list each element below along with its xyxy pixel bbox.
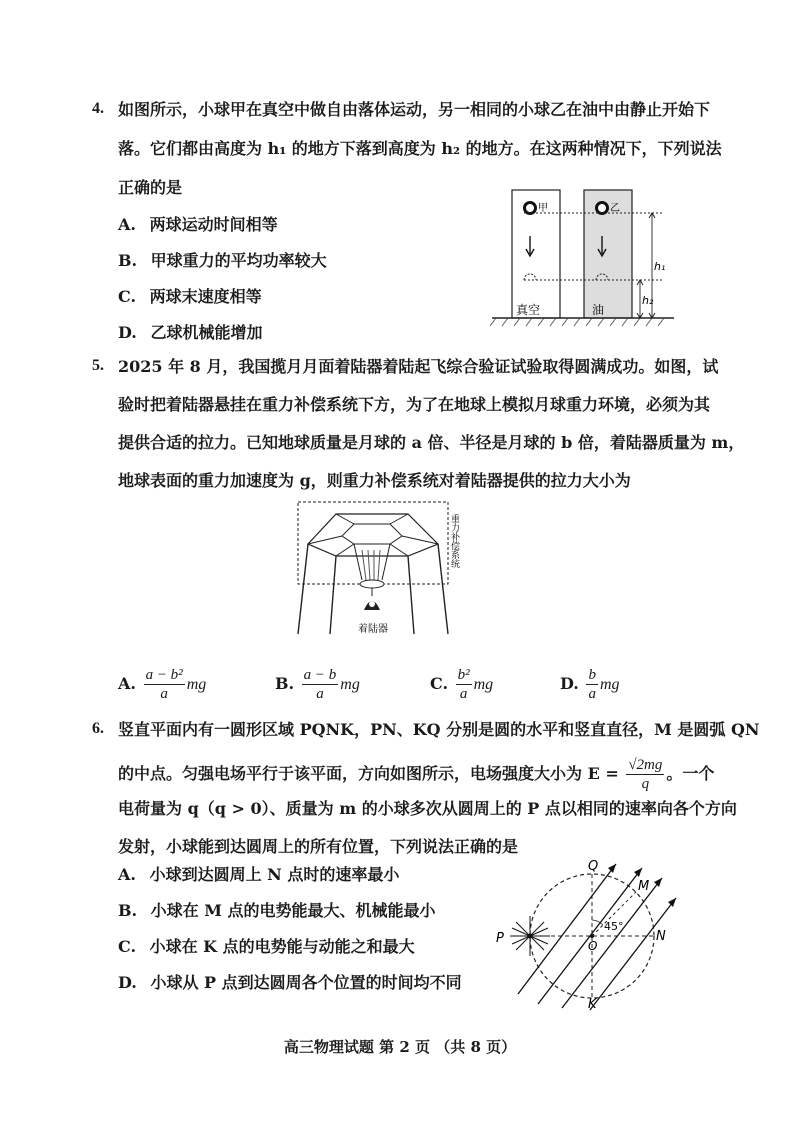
question-5-line-4: 地球表面的重力加速度为 g，则重力补偿系统对着陆器提供的拉力大小为 [118,471,631,490]
question-5-line-1: 2025 年 8 月，我国揽月月面着陆器着陆起飞综合验证试验取得圆满成功。如图，试 [118,357,719,376]
option-label: A. [118,215,136,234]
question-6-option-d [118,972,462,994]
question-4-number: 4. [92,100,104,117]
lander-label: 着陆器 [358,624,388,635]
fraction-denominator: a [588,686,596,702]
question-4-line-3: 正确的是 [118,178,183,197]
point-o-label: O [588,939,598,953]
question-4-option-a [118,214,278,236]
option-label: D. [118,973,137,992]
question-6-option-b [118,900,436,922]
option-text: 小球在 K 点的电势能与动能之和最大 [149,937,415,956]
question-5-number: 5. [92,357,104,374]
option-label: A. [118,674,136,693]
option-label: A. [118,865,136,884]
fraction-numerator: √2mg [628,757,663,773]
question-5-line-2: 验时把着陆器悬挂在重力补偿系统下方，为了在地球上模拟月球重力环境，必须为其 [118,395,711,414]
question-5-option-b [275,666,360,703]
option-label: C. [430,674,449,693]
option-text: 乙球机械能增加 [150,323,263,342]
ball-a-icon [525,203,536,214]
fraction-numerator: b [588,667,596,683]
question-6-line-1: 竖直平面内有一圆形区域 PQNK，PN、KQ 分别是圆的水平和竖直直径，M 是圆弧 QN [118,720,760,739]
field-fraction [626,756,664,793]
option-text: 甲球重力的平均功率较大 [150,251,327,270]
question-6-number: 6. [92,720,104,737]
option-text: 小球在 M 点的电势能最大、机械能最小 [150,901,436,920]
option-label: B. [118,901,138,920]
question-4-option-c [118,286,262,308]
point-m-label: M [638,879,650,894]
h2-label: h₂ [642,294,654,307]
question-6-line-3: 电荷量为 q（q > 0）、质量为 m 的小球多次从圆周上的 P 点以相同的速率向各个方向 [118,799,737,818]
option-label: D. [118,323,137,342]
fraction-denominator: a [459,686,468,702]
circle-field-figure [492,854,678,1014]
fraction [144,666,185,703]
option-label: D. [560,674,579,693]
vacuum-label: 真空 [516,303,541,317]
option-tail: mg [599,676,620,693]
question-5-option-d [560,666,620,703]
option-label: B. [118,251,138,270]
question-4-line-2: 落。它们都由高度为 h₁ 的地方下落到高度为 h₂ 的地方。在这两种情况下，下列说法 [118,139,722,158]
question-4-option-b [118,250,327,272]
h1-label: h₁ [654,260,666,273]
line-2-text: 的中点。匀强电场平行于该平面，方向如图所示，电场强度大小为 E = [118,764,619,783]
option-text: 小球到达圆周上 N 点时的速率最小 [149,865,400,884]
point-k-label: K [588,997,597,1012]
option-tail: mg [186,676,207,693]
page-footer: 高三物理试题 第 2 页 （共 8 页） [283,1038,517,1056]
fraction [456,666,472,703]
point-n-label: N [656,929,666,944]
ball-a-label: 甲 [538,203,548,214]
fraction-numerator: a − b [303,667,337,683]
point-p-label: P [496,931,504,946]
fraction-denominator: a [160,686,168,702]
fraction-denominator: q [641,776,650,792]
question-6-line-2 [118,756,714,793]
lander-figure [296,500,474,640]
question-5-option-a [118,666,206,703]
oil-label: 油 [592,303,605,317]
option-text: 小球从 P 点到达圆周各个位置的时间均不同 [150,973,462,992]
question-4-option-d [118,322,262,344]
question-5-line-3: 提供合适的拉力。已知地球质量是月球的 a 倍、半径是月球的 b 倍，着陆器质量为 m， [118,433,745,452]
falling-balls-figure [488,186,678,332]
option-text: 两球末速度相等 [149,287,262,306]
option-label: C. [118,287,137,306]
question-5-option-c [430,666,493,703]
angle-label: 45° [604,920,624,933]
option-tail: mg [340,676,360,693]
question-6-option-a [118,864,399,886]
question-6-line-4: 发射，小球能到达圆周上的所有位置，下列说法正确的是 [118,837,519,856]
option-text: 两球运动时间相等 [149,215,278,234]
system-label: 重力补偿系统 [449,514,459,568]
line-2-tail: 。一个 [666,764,715,783]
ball-b-label: 乙 [610,203,620,214]
question-6-option-c [118,936,415,958]
fraction [586,666,598,703]
option-tail: mg [473,676,494,693]
ball-b-icon [597,203,608,214]
fraction-denominator: a [316,686,324,702]
option-label: C. [118,937,137,956]
fraction [302,666,339,703]
point-q-label: Q [588,859,599,874]
question-4-line-1: 如图所示，小球甲在真空中做自由落体运动，另一相同的小球乙在油中由静止开始下 [118,100,711,119]
option-label: B. [275,674,295,693]
field-lines [518,864,676,1010]
fraction-numerator: a − b² [145,667,183,683]
fraction-numerator: b² [457,667,470,683]
